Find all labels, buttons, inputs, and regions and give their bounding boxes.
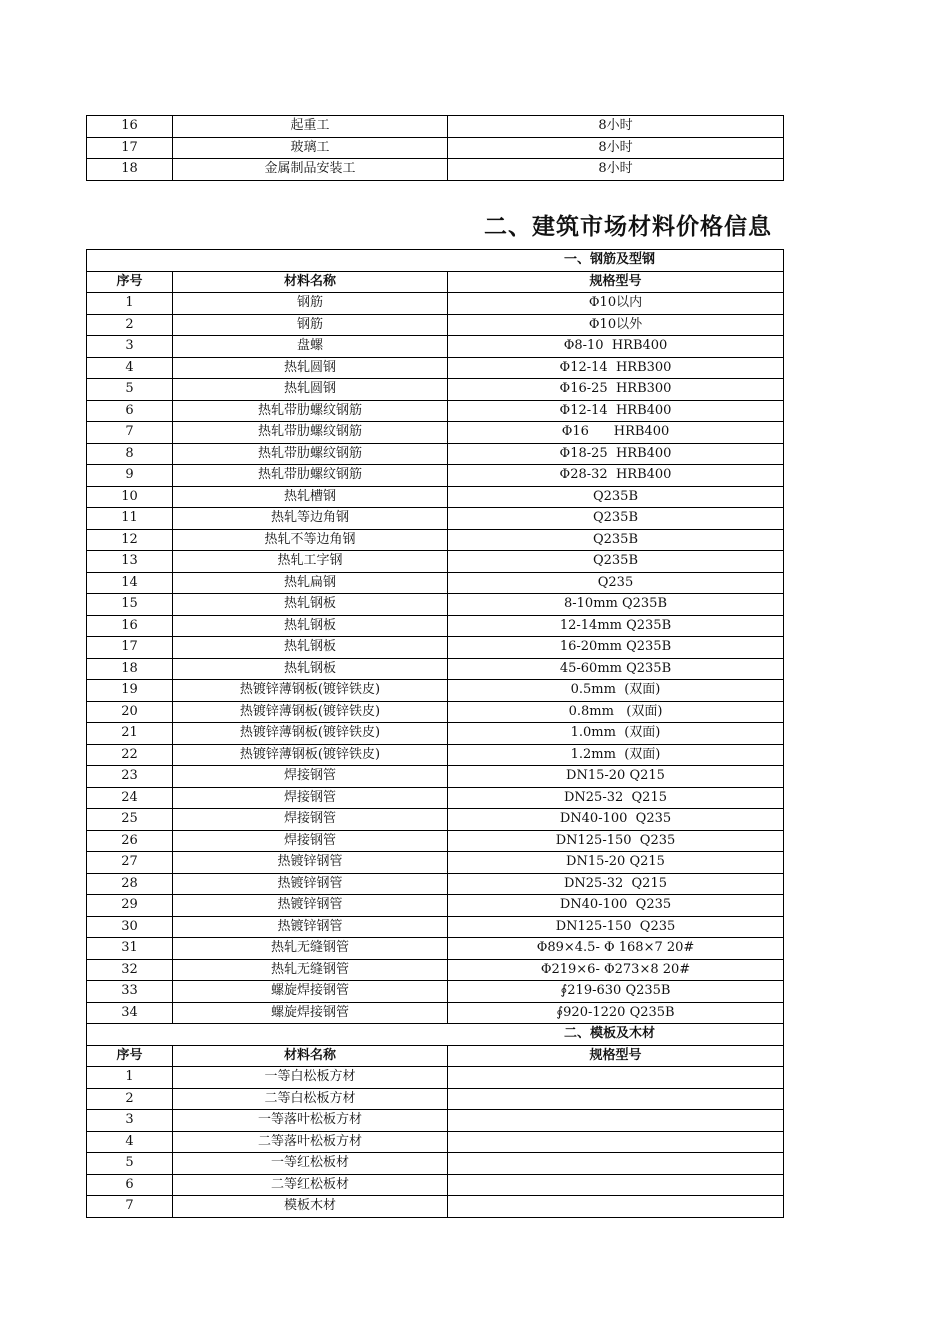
table-row — [87, 873, 784, 895]
table-row — [87, 852, 784, 874]
cell-spec: DN25-32 Q215 — [448, 787, 784, 809]
cell-spec — [448, 1174, 784, 1196]
cell-spec: 12-14mm Q235B — [448, 615, 784, 637]
labor-table-body — [87, 116, 784, 181]
table-row — [87, 701, 784, 723]
cell-material-name: 热镀锌薄钢板(镀锌铁皮) — [173, 744, 448, 766]
cell-no: 4 — [87, 357, 173, 379]
cell-spec: 16-20mm Q235B — [448, 637, 784, 659]
cell-no: 2 — [87, 314, 173, 336]
cell-no: 23 — [87, 766, 173, 788]
cell-spec: 8-10mm Q235B — [448, 594, 784, 616]
cell-no: 25 — [87, 809, 173, 831]
cell-spec: 0.8mm (双面) — [448, 701, 784, 723]
cell-no: 16 — [87, 116, 173, 138]
cell-spec: Q235 — [448, 572, 784, 594]
table-row — [87, 766, 784, 788]
col-header-no: 序号 — [87, 271, 173, 293]
cell-material-name: 焊接钢管 — [173, 830, 448, 852]
cell-spec: DN40-100 Q235 — [448, 895, 784, 917]
cell-no: 9 — [87, 465, 173, 487]
cell-material-name: 热轧无缝钢管 — [173, 959, 448, 981]
cell-no: 8 — [87, 443, 173, 465]
table-row — [87, 159, 784, 181]
cell-no: 28 — [87, 873, 173, 895]
cell-no: 3 — [87, 336, 173, 358]
cell-no: 12 — [87, 529, 173, 551]
cell-spec: ∮920-1220 Q235B — [448, 1002, 784, 1024]
table-row — [87, 680, 784, 702]
cell-material-name: 热镀锌钢管 — [173, 895, 448, 917]
cell-no: 7 — [87, 422, 173, 444]
cell-material-name: 热镀锌薄钢板(镀锌铁皮) — [173, 680, 448, 702]
cell-no: 24 — [87, 787, 173, 809]
cell-spec: DN15-20 Q215 — [448, 766, 784, 788]
cell-no: 3 — [87, 1110, 173, 1132]
section-row-steel — [87, 250, 784, 272]
cell-material-name: 螺旋焊接钢管 — [173, 1002, 448, 1024]
table-row — [87, 1153, 784, 1175]
cell-spec — [448, 1196, 784, 1218]
cell-spec: DN125-150 Q235 — [448, 830, 784, 852]
cell-no: 5 — [87, 379, 173, 401]
section-title-wood — [87, 1024, 784, 1046]
cell-no: 33 — [87, 981, 173, 1003]
cell-no: 20 — [87, 701, 173, 723]
cell-material-name: 起重工 — [173, 116, 448, 138]
cell-material-name: 热镀锌薄钢板(镀锌铁皮) — [173, 723, 448, 745]
cell-spec: Q235B — [448, 529, 784, 551]
cell-material-name: 热轧不等边角钢 — [173, 529, 448, 551]
table-row — [87, 529, 784, 551]
cell-material-name: 热轧无缝钢管 — [173, 938, 448, 960]
table-row — [87, 293, 784, 315]
table-row — [87, 443, 784, 465]
cell-no: 5 — [87, 1153, 173, 1175]
cell-spec — [448, 1153, 784, 1175]
cell-material-name: 热镀锌钢管 — [173, 873, 448, 895]
cell-material-name: 热镀锌钢管 — [173, 852, 448, 874]
cell-spec: DN40-100 Q235 — [448, 809, 784, 831]
cell-spec: 1.2mm (双面) — [448, 744, 784, 766]
cell-spec: 8小时 — [448, 116, 784, 138]
cell-no: 1 — [87, 293, 173, 315]
cell-spec: DN125-150 Q235 — [448, 916, 784, 938]
wood-rows — [87, 1067, 784, 1218]
cell-material-name: 热镀锌钢管 — [173, 916, 448, 938]
cell-spec: Φ18-25 HRB400 — [448, 443, 784, 465]
cell-spec — [448, 1067, 784, 1089]
header-row-wood — [87, 1045, 784, 1067]
col-header-no: 序号 — [87, 1045, 173, 1067]
table-row — [87, 809, 784, 831]
table-row — [87, 116, 784, 138]
table-row — [87, 336, 784, 358]
cell-no: 4 — [87, 1131, 173, 1153]
section-wood-head — [87, 1024, 784, 1067]
section-title-steel — [87, 250, 784, 272]
cell-no: 16 — [87, 615, 173, 637]
cell-spec: 8小时 — [448, 159, 784, 181]
cell-material-name: 热镀锌薄钢板(镀锌铁皮) — [173, 701, 448, 723]
table-row — [87, 572, 784, 594]
table-row — [87, 1088, 784, 1110]
cell-no: 10 — [87, 486, 173, 508]
cell-material-name: 热轧等边角钢 — [173, 508, 448, 530]
section-title-wood-text: 二、模板及木材 — [564, 1026, 656, 1042]
header-row-steel — [87, 271, 784, 293]
cell-material-name: 玻璃工 — [173, 137, 448, 159]
cell-no: 27 — [87, 852, 173, 874]
table-row — [87, 551, 784, 573]
table-row — [87, 1002, 784, 1024]
table-row — [87, 916, 784, 938]
table-row — [87, 830, 784, 852]
cell-spec: Φ12-14 HRB400 — [448, 400, 784, 422]
col-header-name: 材料名称 — [173, 1045, 448, 1067]
cell-no: 17 — [87, 637, 173, 659]
table-row — [87, 1067, 784, 1089]
cell-material-name: 热轧钢板 — [173, 615, 448, 637]
table-row — [87, 959, 784, 981]
section-title-steel-text: 一、钢筋及型钢 — [564, 252, 656, 268]
cell-material-name: 焊接钢管 — [173, 766, 448, 788]
table-row — [87, 508, 784, 530]
cell-material-name: 一等白松板方材 — [173, 1067, 448, 1089]
cell-no: 6 — [87, 1174, 173, 1196]
cell-no: 2 — [87, 1088, 173, 1110]
table-row — [87, 744, 784, 766]
cell-spec: Φ10以外 — [448, 314, 784, 336]
cell-material-name: 热轧工字钢 — [173, 551, 448, 573]
cell-spec: 45-60mm Q235B — [448, 658, 784, 680]
cell-no: 6 — [87, 400, 173, 422]
cell-no: 1 — [87, 1067, 173, 1089]
table-row — [87, 658, 784, 680]
cell-spec: Φ16-25 HRB300 — [448, 379, 784, 401]
cell-no: 18 — [87, 159, 173, 181]
table-row — [87, 1110, 784, 1132]
steel-rows — [87, 293, 784, 1024]
cell-no: 14 — [87, 572, 173, 594]
cell-no: 19 — [87, 680, 173, 702]
cell-material-name: 热轧带肋螺纹钢筋 — [173, 465, 448, 487]
cell-spec: DN25-32 Q215 — [448, 873, 784, 895]
cell-material-name: 热轧带肋螺纹钢筋 — [173, 422, 448, 444]
cell-material-name: 螺旋焊接钢管 — [173, 981, 448, 1003]
table-row — [87, 787, 784, 809]
table-row — [87, 400, 784, 422]
cell-spec: Φ10以内 — [448, 293, 784, 315]
cell-material-name: 热轧钢板 — [173, 594, 448, 616]
table-row — [87, 465, 784, 487]
table-row — [87, 422, 784, 444]
table-row — [87, 357, 784, 379]
cell-material-name: 钢筋 — [173, 314, 448, 336]
table-row — [87, 1174, 784, 1196]
table-row — [87, 137, 784, 159]
cell-material-name: 热轧槽钢 — [173, 486, 448, 508]
cell-spec — [448, 1110, 784, 1132]
cell-spec: Q235B — [448, 508, 784, 530]
cell-spec: 1.0mm (双面) — [448, 723, 784, 745]
table-row — [87, 981, 784, 1003]
cell-material-name: 热轧扁钢 — [173, 572, 448, 594]
cell-no: 18 — [87, 658, 173, 680]
cell-material-name: 金属制品安装工 — [173, 159, 448, 181]
col-header-name: 材料名称 — [173, 271, 448, 293]
table-row — [87, 938, 784, 960]
cell-material-name: 焊接钢管 — [173, 787, 448, 809]
cell-spec: Φ28-32 HRB400 — [448, 465, 784, 487]
table-row — [87, 486, 784, 508]
cell-material-name: 二等红松板材 — [173, 1174, 448, 1196]
cell-spec: 8小时 — [448, 137, 784, 159]
cell-spec: Φ89×4.5- Φ 168×7 20# — [448, 938, 784, 960]
cell-spec: Φ12-14 HRB300 — [448, 357, 784, 379]
cell-material-name: 二等白松板方材 — [173, 1088, 448, 1110]
material-price-table — [86, 249, 784, 1218]
cell-spec: DN15-20 Q215 — [448, 852, 784, 874]
table-row — [87, 1131, 784, 1153]
table-row — [87, 723, 784, 745]
section-row-wood — [87, 1024, 784, 1046]
cell-no: 31 — [87, 938, 173, 960]
cell-no: 26 — [87, 830, 173, 852]
cell-spec: Q235B — [448, 486, 784, 508]
cell-spec: Φ16 HRB400 — [448, 422, 784, 444]
cell-material-name: 热轧带肋螺纹钢筋 — [173, 400, 448, 422]
cell-no: 11 — [87, 508, 173, 530]
col-header-spec: 规格型号 — [448, 271, 784, 293]
cell-material-name: 钢筋 — [173, 293, 448, 315]
cell-material-name: 热轧圆钢 — [173, 357, 448, 379]
cell-spec: Q235B — [448, 551, 784, 573]
cell-no: 29 — [87, 895, 173, 917]
table-row — [87, 615, 784, 637]
cell-material-name: 热轧带肋螺纹钢筋 — [173, 443, 448, 465]
cell-no: 15 — [87, 594, 173, 616]
cell-spec: ∮219-630 Q235B — [448, 981, 784, 1003]
labor-table-continued — [86, 115, 784, 181]
cell-spec — [448, 1131, 784, 1153]
cell-material-name: 焊接钢管 — [173, 809, 448, 831]
cell-material-name: 热轧钢板 — [173, 637, 448, 659]
cell-material-name: 热轧圆钢 — [173, 379, 448, 401]
cell-no: 30 — [87, 916, 173, 938]
material-price-table-body — [87, 250, 784, 293]
cell-material-name: 二等落叶松板方材 — [173, 1131, 448, 1153]
cell-no: 13 — [87, 551, 173, 573]
table-row — [87, 895, 784, 917]
table-row — [87, 594, 784, 616]
cell-spec — [448, 1088, 784, 1110]
table-row — [87, 637, 784, 659]
cell-no: 22 — [87, 744, 173, 766]
cell-no: 7 — [87, 1196, 173, 1218]
col-header-spec: 规格型号 — [448, 1045, 784, 1067]
cell-no: 32 — [87, 959, 173, 981]
cell-material-name: 模板木材 — [173, 1196, 448, 1218]
table-row — [87, 314, 784, 336]
cell-material-name: 盘螺 — [173, 336, 448, 358]
page-title: 二、建筑市场材料价格信息 — [484, 214, 772, 240]
cell-no: 21 — [87, 723, 173, 745]
table-row — [87, 379, 784, 401]
cell-spec: 0.5mm (双面) — [448, 680, 784, 702]
cell-material-name: 一等红松板材 — [173, 1153, 448, 1175]
cell-spec: Φ219×6- Φ273×8 20# — [448, 959, 784, 981]
cell-spec: Φ8-10 HRB400 — [448, 336, 784, 358]
table-row — [87, 1196, 784, 1218]
cell-no: 34 — [87, 1002, 173, 1024]
cell-material-name: 热轧钢板 — [173, 658, 448, 680]
cell-material-name: 一等落叶松板方材 — [173, 1110, 448, 1132]
cell-no: 17 — [87, 137, 173, 159]
